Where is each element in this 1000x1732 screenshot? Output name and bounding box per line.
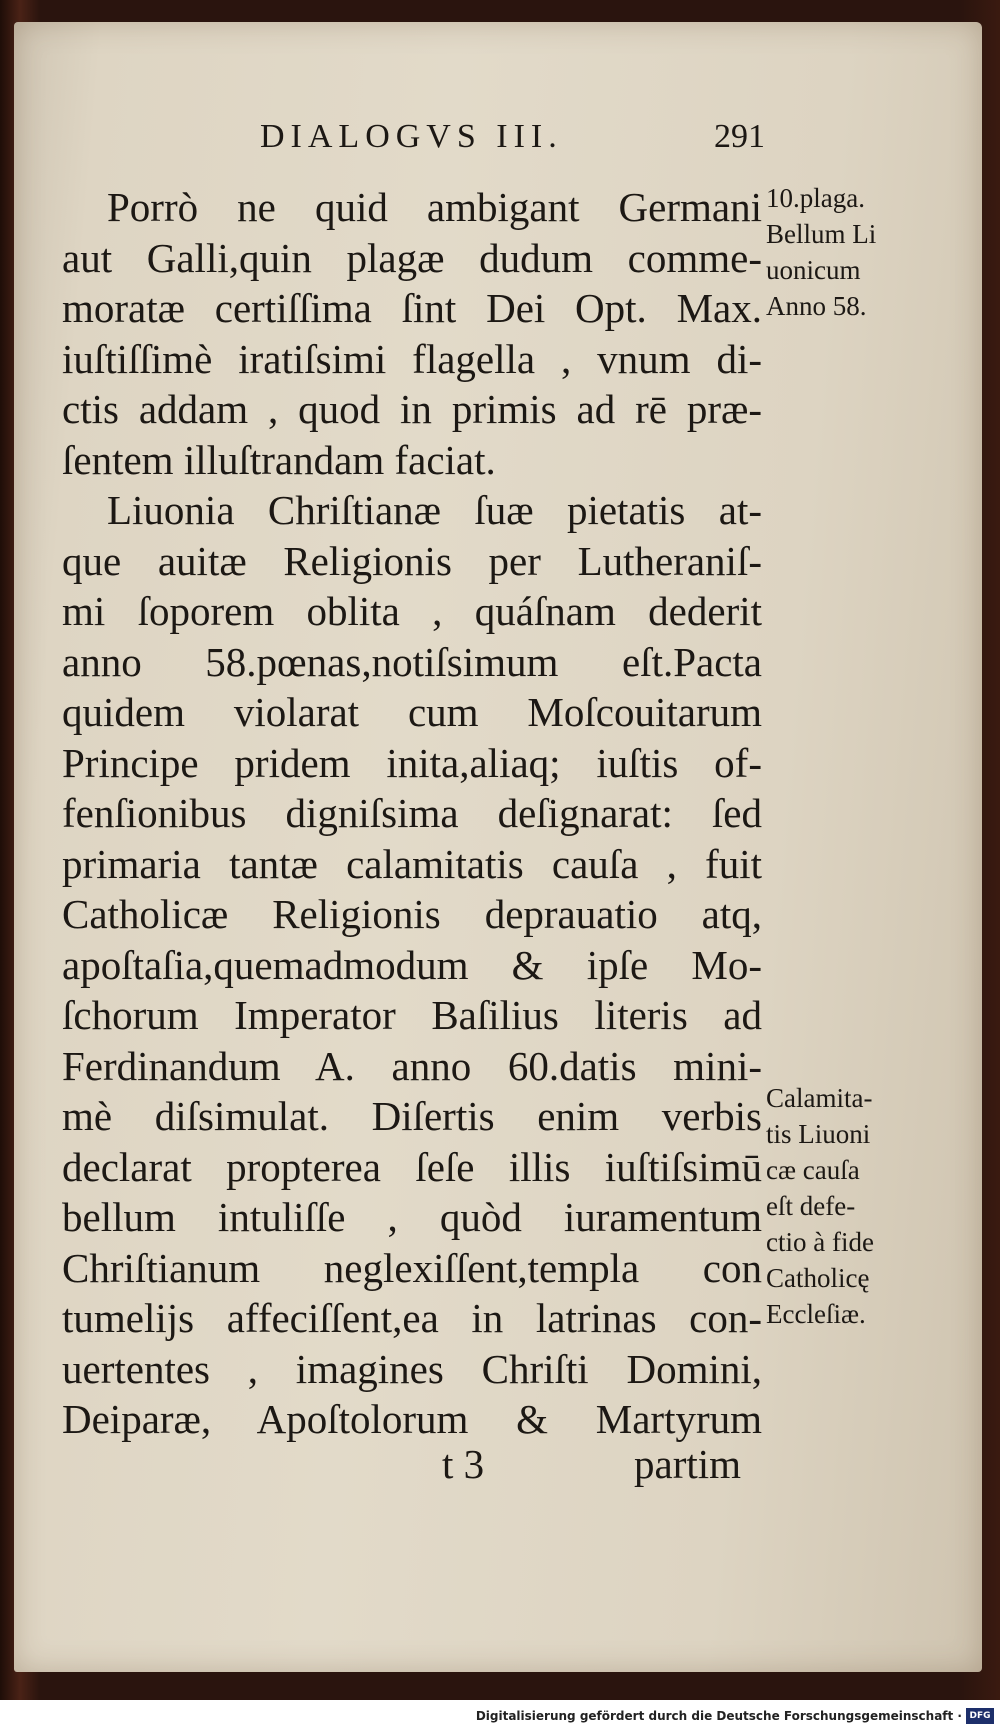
text-line: Catholicæ Religionis deprauatio atq, — [62, 891, 762, 937]
text-line: ſchorum Imperator Baſilius literis ad — [62, 992, 762, 1038]
text-line: bellum intuliſſe , quòd iuramentum — [62, 1194, 762, 1240]
text-line: mè diſsimulat. Diſertis enim verbis — [62, 1093, 762, 1139]
text-line: Deiparæ, Apoſtolorum & Martyrum — [62, 1396, 762, 1442]
signature-mark: t 3 — [442, 1441, 485, 1487]
text-line: Porrò ne quid ambigant Germani — [107, 184, 762, 230]
text-line: fenſionibus digniſsima deſignarat: ſed — [62, 790, 762, 836]
text-line: uertentes , imagines Chriſti Domini, — [62, 1345, 762, 1392]
marginal-line: uonicum — [766, 255, 861, 285]
text-line: quidem violarat cum Moſcouitarum — [62, 689, 762, 735]
text-line: iuſtiſſimè iratiſsimi flagella , vnum di- — [62, 335, 762, 382]
text-line: tumelijs affeciſſent,ea in latrinas con- — [62, 1295, 762, 1341]
marginal-note-plague — [766, 180, 916, 324]
marginal-line: Anno 58. — [766, 291, 867, 321]
text-line: primaria tantæ calamitatis cauſa , fuit — [62, 840, 762, 887]
text-line: Chriſtianum neglexiſſent,templa con — [62, 1244, 762, 1291]
page-number: 291 — [714, 118, 765, 155]
text-line: declarat propterea ſeſe illis iuſtiſsimū — [62, 1143, 762, 1190]
text-line: que auitæ Religionis per Lutheraniſ- — [62, 537, 762, 584]
text-line: mi ſoporem oblita , quáſnam dederit — [62, 588, 762, 634]
marginal-line: Calamita- — [766, 1083, 873, 1113]
funding-credit: Digitalisierung gefördert durch die Deutsche Forschungsgemeinschaft · — [475, 1709, 962, 1723]
body-text — [62, 182, 762, 1445]
page-footer — [62, 1440, 762, 1490]
book-page — [14, 22, 982, 1672]
marginal-line: 10.plaga. — [766, 183, 865, 213]
page-header — [64, 118, 764, 162]
text-line: ſentem illuſtrandam faciat. — [62, 436, 496, 483]
running-title: DIALOGVS III. — [260, 118, 563, 155]
text-line: moratæ certiſſima ſint Dei Opt. Max. — [62, 285, 762, 331]
credit-bar — [0, 1700, 1000, 1732]
marginal-line: ctio à fide — [766, 1227, 874, 1257]
text-line: Ferdinandum A. anno 60.datis mini- — [62, 1042, 762, 1089]
marginal-note-calamity — [766, 1080, 916, 1332]
marginal-line: cæ cauſa — [766, 1155, 860, 1185]
text-line: apoſtaſia,quemadmodum & ipſe Mo- — [62, 941, 762, 988]
marginal-line: eſt defe- — [766, 1191, 856, 1221]
marginal-line: Catholicę — [766, 1263, 870, 1293]
marginal-line: Bellum Li — [766, 219, 877, 249]
marginal-line: Eccleſiæ. — [766, 1299, 866, 1329]
text-line: Liuonia Chriſtianæ ſuæ pietatis at- — [107, 487, 762, 533]
catchword: partim — [634, 1441, 742, 1487]
text-line: aut Galli,quin plagæ dudum comme- — [62, 234, 762, 281]
text-line: Principe pridem inita,aliaq; iuſtis of- — [62, 739, 762, 786]
text-line: ctis addam , quod in primis ad rē præ- — [62, 386, 762, 432]
dfg-logo-icon: DFG — [966, 1708, 994, 1724]
marginal-line: tis Liuoni — [766, 1119, 871, 1149]
text-line: anno 58.pœnas,notiſsimum eſt.Pacta — [62, 638, 762, 685]
